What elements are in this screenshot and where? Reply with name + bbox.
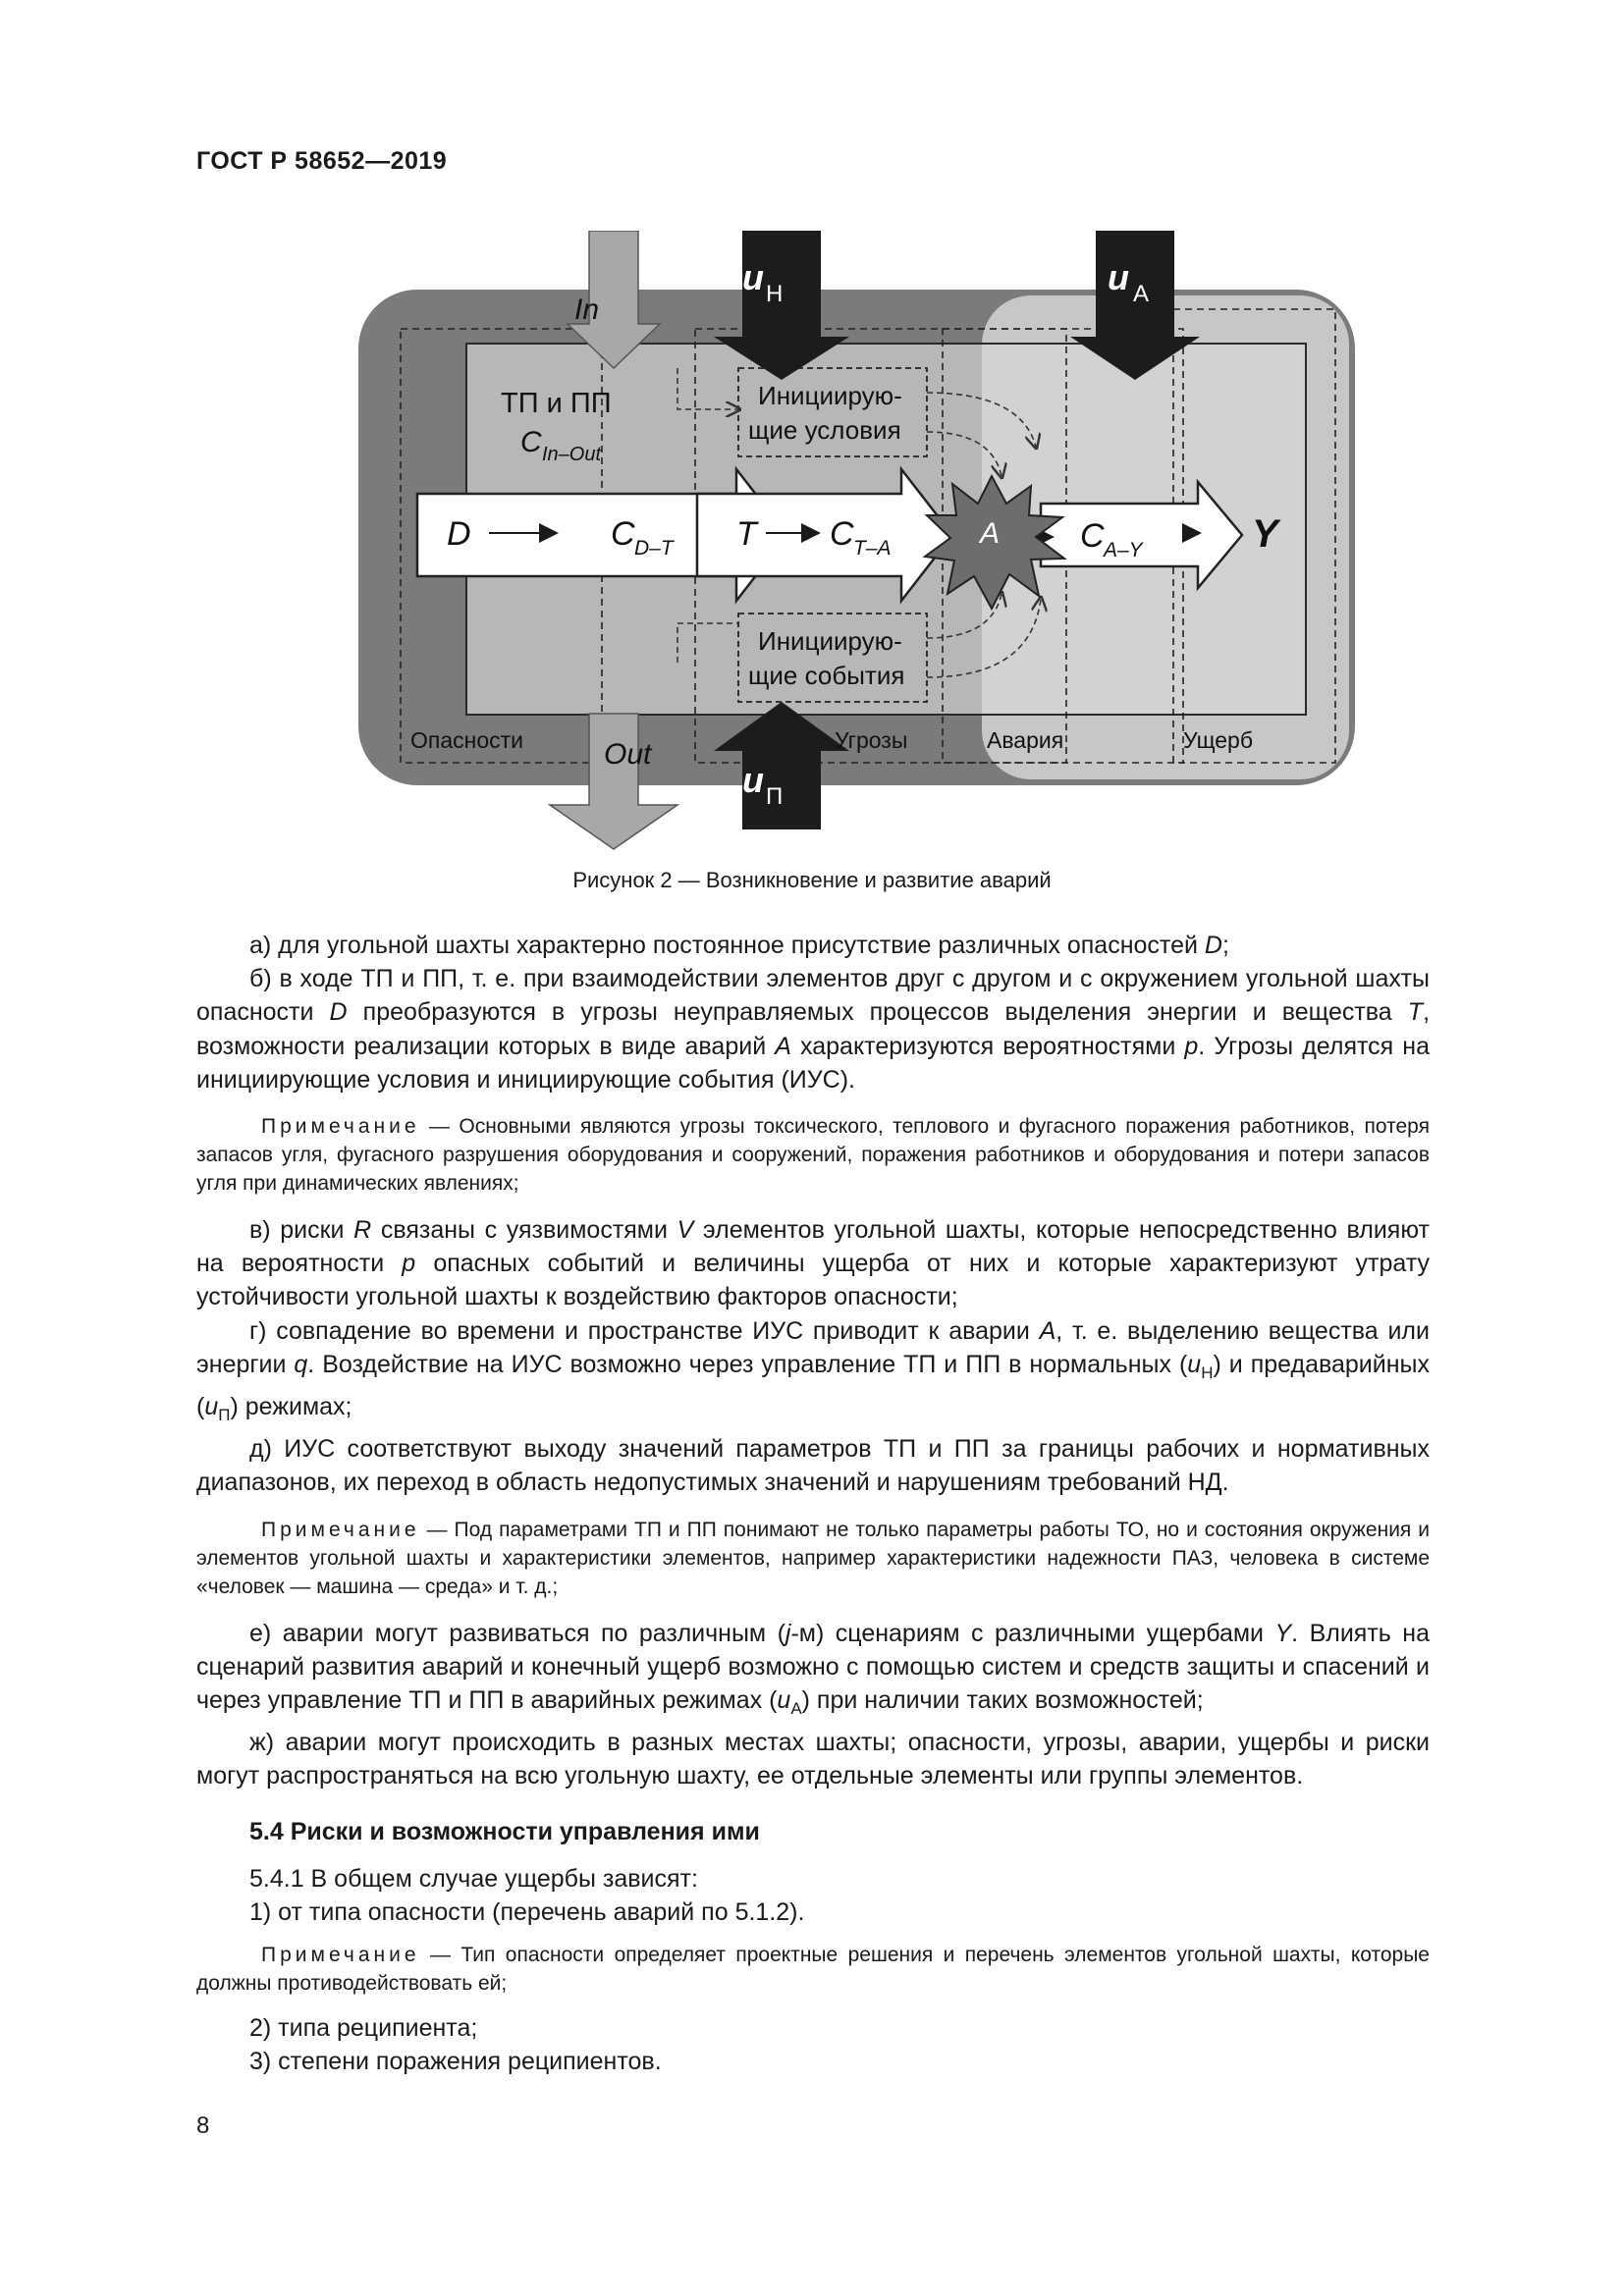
u-a-sub: А <box>1133 281 1150 307</box>
item-zh: ж) аварии могут происходить в разных местах шахты; опасности, угрозы, аварии, ущербы и риски могут распространяться на всю угольную шахту, ее отдельные элементы или группы элементов. <box>196 1729 1430 1790</box>
c-ay-label: C <box>1080 517 1105 555</box>
init-event-line2: щие события <box>748 661 905 690</box>
tp-pp-label: ТП и ПП <box>501 388 612 419</box>
body-text-1 <box>196 929 1430 2079</box>
zone-accident-label: Авария <box>987 727 1064 753</box>
u-a-label: u <box>1108 257 1129 297</box>
document-header: ГОСТ Р 58652—2019 <box>196 147 448 175</box>
item-v: в) риски R связаны с уязвимостями V элементов угольной шахты, которые непосредственно влияют на вероятности p опасных событий и величины ущерба от них и которые характеризуют утрату устойчивости угольной шахты к воздействию факторов опасности; <box>196 1216 1430 1311</box>
accident-diagram <box>353 231 1365 854</box>
u-n-sub: Н <box>766 281 784 307</box>
a-label: A <box>980 517 1001 550</box>
zone-threats-label: Угрозы <box>835 727 908 753</box>
c-ay-sub: A–Y <box>1104 539 1143 561</box>
c-ta-sub: T–A <box>853 537 892 560</box>
c-dt-sub: D–T <box>634 537 674 560</box>
list-item-1: 1) от типа опасности (перечень аварий по 5.1.2). <box>249 1898 805 1927</box>
zone-damage-label: Ущерб <box>1183 727 1253 753</box>
c-dt-label: C <box>611 515 635 553</box>
c-in-out-sub: In–Out <box>542 444 602 465</box>
t-label: T <box>736 515 757 553</box>
para-5-4-1: 5.4.1 В общем случае ущербы зависят: <box>249 1864 698 1893</box>
d-label: D <box>447 515 471 553</box>
item-d: д) ИУС соответствуют выходу значений параметров ТП и ПП за границы рабочих и нормативных диапазонов, их переход в область недопустимых значений и нарушениям требований НД. <box>196 1435 1430 1497</box>
u-n-label: u <box>742 257 764 297</box>
section-heading: 5.4 Риски и возможности управления ими <box>249 1817 760 1845</box>
figure-caption: Рисунок 2 — Возникновение и развитие аварий <box>572 868 1052 892</box>
zone-hazards-label: Опасности <box>410 727 524 753</box>
init-cond-line2: щие условия <box>748 415 901 445</box>
list-item-3: 3) степени поражения реципиентов. <box>249 2048 662 2076</box>
in-label: In <box>574 294 600 326</box>
item-a: а) для угольной шахты характерно постоянное присутствие различных опасностей D; <box>249 932 1229 959</box>
item-e: е) аварии могут развиваться по различным (j-м) сценариям с различными ущербами Y. Влиять на сценарий развития аварий и конечный ущерб возможно с помощью систем и средств защиты и спасений и через управление ТП и ПП в аварийных режимах $(u_А)$ при наличии таких возможностей; <box>196 1619 1430 1719</box>
u-p-label: u <box>742 760 764 800</box>
page-number: 8 <box>196 2112 210 2139</box>
c-ta-label: C <box>830 515 854 553</box>
c-in-out-label: C <box>520 426 542 458</box>
y-label: Y <box>1252 512 1278 556</box>
item-b: б) в ходе ТП и ПП, т. е. при взаимодействии элементов друг с другом и с окружением угольной шахты опасности D преобразуются в угрозы неуправляемых процессов выделения энергии и вещества T, возможности реализации которых в виде аварий A характеризуются вероятностями p. Угрозы делятся на инициирующие условия и инициирующие события (ИУС). <box>196 965 1431 1094</box>
init-event-line1: Инициирую- <box>758 626 902 656</box>
note-3: Примечание — Тип опасности определяет проектные решения и перечень элементов угольной шахты, которые должны противодействовать ей; <box>196 1944 1430 1996</box>
init-cond-line1: Инициирую- <box>758 381 902 410</box>
note-1: Примечание — Основными являются угрозы токсического, теплового и фугасного поражения работников, потеря запасов угля, фугасного разрушения оборудования и сооружений, поражения работников и оборудования и потери запасов угля при динамических явлениях; <box>196 1115 1430 1196</box>
out-label: Out <box>604 738 652 771</box>
list-item-2: 2) типа реципиента; <box>249 2014 478 2043</box>
note-2: Примечание — Под параметрами ТП и ПП понимают не только параметры работы ТО, но и состояния окружения и элементов угольной шахты и характеристики элементов, например характеристики надежности ПАЗ, человека в системе «человек — машина — среда» и т. д.; <box>196 1518 1430 1598</box>
item-g: г) совпадение во времени и пространстве ИУС приводит к аварии A, т. е. выделению вещества или энергии q. Воздействие на ИУС возможно через управление ТП и ПП в нормальных $(u_Н)$ и предаварийных $(u_П)$ режимах; <box>196 1316 1430 1425</box>
u-p-sub: П <box>766 783 784 810</box>
